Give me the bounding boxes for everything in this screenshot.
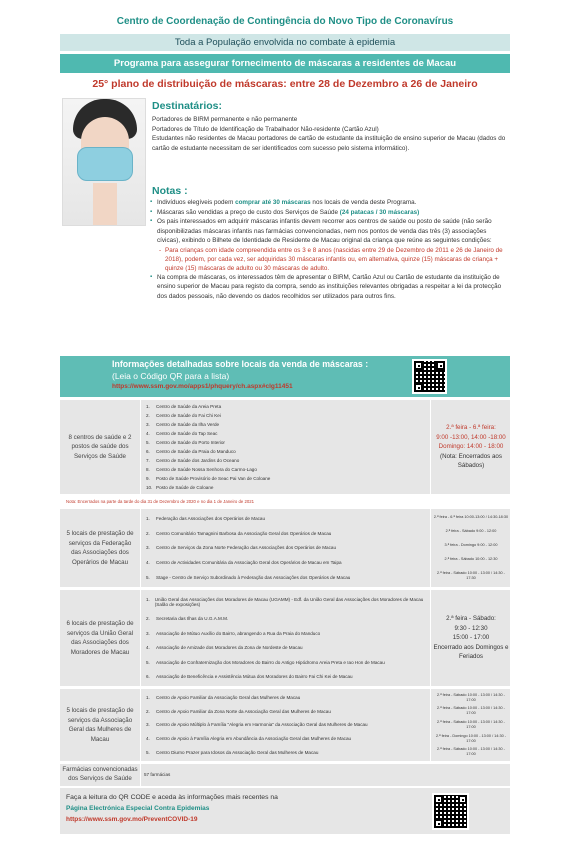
list-item: 1. Centro de Saúde da Areia Preta [146, 404, 222, 409]
list-item: 1. Federação das Associações dos Operários de Macau [146, 515, 266, 521]
list-item: 5. Centro de Saúde do Porto Interior [146, 440, 225, 445]
opening-hours: 2.ª feira - Sábado: 9:30 - 12:30 15:00 - 17:00 Encerrado aos Domingos e Feriados [433, 615, 509, 661]
footer-url[interactable]: https://www.ssm.gov.mo/PreventCOVID-19 [66, 816, 198, 823]
center-title: Centro de Coordenação de Contingência do Novo Tipo de Coronavírus [116, 16, 454, 27]
footer-line2: Página Electrónica Especial Contra Epidemias [66, 805, 210, 812]
list-item: 2. Centro de Apoio Familiar da Zona Norte da Associação Geral das Mulheres de Macau [146, 708, 331, 714]
notas-heading: Notas : [152, 185, 188, 197]
list-item: 10. Posto de Saúde de Coloane [146, 485, 214, 490]
list-item: 4. Centro de Actividades Comunitária da Associação Geral dos Operários de Macau em Taipa [146, 560, 342, 566]
qr-code-icon[interactable] [432, 793, 469, 830]
dest-line: Portadores de Título de Identificação de Trabalhador Não-residente (Cartão Azul) [152, 125, 379, 133]
list-item: 6. Centro de Saúde da Praia do Manduco [146, 449, 236, 454]
list-item: 6. Associação de Beneficência e Assistência Mútua dos Moradores do Bairro Fai Chi Kei de Macau [146, 674, 353, 680]
location-list [142, 400, 430, 494]
info-bar [60, 356, 510, 397]
location-list [142, 590, 430, 686]
poster [60, 12, 510, 834]
qr-code-icon[interactable] [412, 359, 447, 394]
note-item: ▪ Indivíduos elegíveis podem comprar até 30 máscaras nos locais de venda deste Programa. [150, 198, 510, 207]
list-item: 5. Centro Diurno Prazer para Idosos da Associação Geral das Mulheres de Macau [146, 749, 319, 755]
info-url[interactable]: https://www.ssm.gov.mo/apps1/phquery/ch.aspx#clg11451 [112, 383, 293, 390]
program-bar: Programa para assegurar fornecimento de máscaras a residentes de Macau [60, 54, 510, 73]
pharmacies-row [60, 764, 510, 786]
closure-note: Nota: Encerrados na parte da tarde do dia 31 de Dezembro de 2020 e no dia 1 de Janeiro de 2021 [66, 499, 255, 504]
dest-line: Estudantes não residentes de Macau portadores de cartão de estudante da instituição de ensino superior de Macau (dados do cartão de estudante necessitam de ser identificados com sucesso pelo sistema informático). [152, 135, 506, 152]
note-item: ▪ Na compra de máscaras, os interessados têm de apresentar o BIRM, Cartão Azul ou Cartão de estudante da instituição de ensino superior de Macau para registo da compra, sendo as instituições relevantes obrigadas a respeitar a lei da protecção dos dados pessoais, não devendo os dados recolhidos ser utilizados para outros fins. [150, 273, 510, 301]
list-item: 1. Centro de Apoio Familiar da Associação Geral das Mulheres de Macau [146, 695, 301, 701]
plan-title: 25° plano de distribuição de máscaras: entre 28 de Dezembro a 26 de Janeiro [92, 78, 478, 90]
list-item: 2. Centro Comunitário Tamagnini Barbosa da Associação Geral dos Operários de Macau [146, 530, 332, 536]
list-item: 9. Posto de Saúde Provisório de Seac Pai Van de Coloane [146, 476, 271, 481]
mask-icon [77, 147, 133, 181]
notas-list [150, 198, 510, 301]
location-list [142, 509, 430, 587]
list-item: 8. Centro de Saúde Nossa Senhora do Carmo-Lago [146, 467, 257, 472]
opening-hours: 2.ª feira - Sábado 10:00 - 13:00 / 14:30 - 17:00 2.ª feira - Sábado 10:00 - 13:00 / 14:30 - 17:00 2.ª feira - Sábado 10:00 - 13:00 / 14:30 - 17:00 2.ª feira - Domingo 10:00 - 13:00 / 14:30 - 17:00 2.ª feira - Sábado 10:00 - 13:00 / 14:30 - 17:00 [436, 692, 506, 757]
woman-with-mask-photo [62, 98, 146, 226]
list-item: 2. Centro de Saúde do Fai Chi Kei [146, 413, 221, 418]
section-mulheres [60, 689, 510, 761]
list-item: 4. Centro de Apoio à Família Alegria em Abundância da Associação Geral das Mulheres de Macau [146, 736, 352, 742]
list-item: 3. Centro de Saúde da Ilha Verde [146, 422, 220, 427]
location-list [142, 689, 430, 761]
note-item: ▪ Os pais interessados em adquirir máscaras infantis devem recorrer aos centros de saúde ou posto de saúde (não serão disponibilizadas máscaras infantis nas farmácias convencionadas, nem nos pontos de venda das três (3) associações cívicas), exibindo o Bilhete de Identidade de Residente de Macau original da criança que reúne as seguintes condições: [150, 217, 510, 245]
section-operarios [60, 509, 510, 587]
destinatarios-heading: Destinatários: [152, 100, 223, 112]
section-moradores [60, 590, 510, 686]
footer [60, 788, 510, 834]
list-item: 5. Associação de Confraternização dos Moradores do Bairro do Antigo Hipódromo Areia Preta e Iao Hon de Macau [146, 659, 385, 665]
list-item: 2. Secretaria das Ilhas da U.G.A.M.M. [146, 616, 229, 622]
list-item: 3. Associação de Mútuo Auxílio do Bairro, abrangendo a Rua da Praia do Manduco [146, 630, 321, 636]
section-health-centres [60, 400, 510, 494]
section-label: 8 centros de saúde e 2 postos de saúde dos Serviços de Saúde [68, 433, 132, 460]
list-item: 7. Centro de Saúde dos Jardins do Oceano [146, 458, 240, 463]
dest-line: Portadores de BIRM permanente e não permanente [152, 116, 298, 123]
note-subitem: - Para crianças com idade compreendida entre os 3 e 8 anos (nascidas entre 29 de Dezembro de 2011 e 26 de Janeiro de 2018), podem, por cada vez, ser adquiridas 30 máscaras infantis ou, em alternativa, quinze (15) máscaras de criança + quinze (15) máscaras de adulto ou 30 máscaras de adulto. [150, 246, 510, 274]
list-item: 3. Centro de Serviços da Zona Norte Federação das Associações dos Operários de Macau [146, 545, 337, 551]
opening-hours: 2.ª feira - 6.ª feira: 9:00 -13:00, 14:00 -18:00 Domingo: 14:00 - 18:00 (Nota: Encerrados aos Sábados) [436, 424, 506, 470]
note-item: ▪ Máscaras são vendidas a preço de custo dos Serviços de Saúde (24 patacas / 30 máscaras) [150, 208, 510, 217]
section-label: 5 locais de prestação de serviços da Federação das Associações dos Operários de Macau [66, 530, 134, 566]
list-item: 4. Associação de Amizade dos Moradores da Zona de Nordeste de Macau [146, 645, 303, 651]
destinatarios-text [152, 115, 508, 153]
opening-hours: 2.ª feira - 6.ª feira 10:00-13:00 / 14:30-18:30 2.ª feira - Sábado 9:00 - 12:00 3.ª feira - Domingo 9:00 - 12:00 2.ª feira - Sábado 10:00 - 12:30 2.ª feira - Sábado 10:00 - 13:00 / 14:30 - 17:30 [433, 515, 509, 580]
subtitle-bar: Toda a População envolvida no combate à epidemia [60, 34, 510, 51]
list-item: 3. Centro de Apoio Múltiplo à Família "Alegria em Harmonia" da Associação Geral das Mulheres de Macau [146, 722, 368, 728]
info-line2: (Leia o Código QR para a lista) [112, 371, 230, 381]
list-item: 4. Centro de Saúde do Tap Seac [146, 431, 218, 436]
list-item: 5. Stage - Centro de Serviço Subordinado à Federação das Associações dos Operários de Macau [146, 575, 351, 581]
pharmacies-label: Farmácias convencionadas dos Serviços de Saúde [62, 766, 138, 782]
section-label: 5 locais de prestação de serviços da Associação Geral das Mulheres de Macau [66, 707, 134, 743]
pharmacies-count: 57 farmácias [144, 772, 171, 777]
list-item: 1. União Geral das Associações dos Moradores de Macau (UGAMM) - Edf. da União Geral das Associações dos Moradores de Macau (Salão de exposições) [146, 596, 424, 607]
info-line1: Informações detalhadas sobre locais da venda de máscaras : [112, 359, 369, 369]
footer-line1: Faça a leitura do QR CODE e aceda às informações mais recentes na [66, 794, 278, 801]
section-label: 6 locais de prestação de serviços da União Geral das Associações dos Moradores de Macau [66, 620, 134, 656]
